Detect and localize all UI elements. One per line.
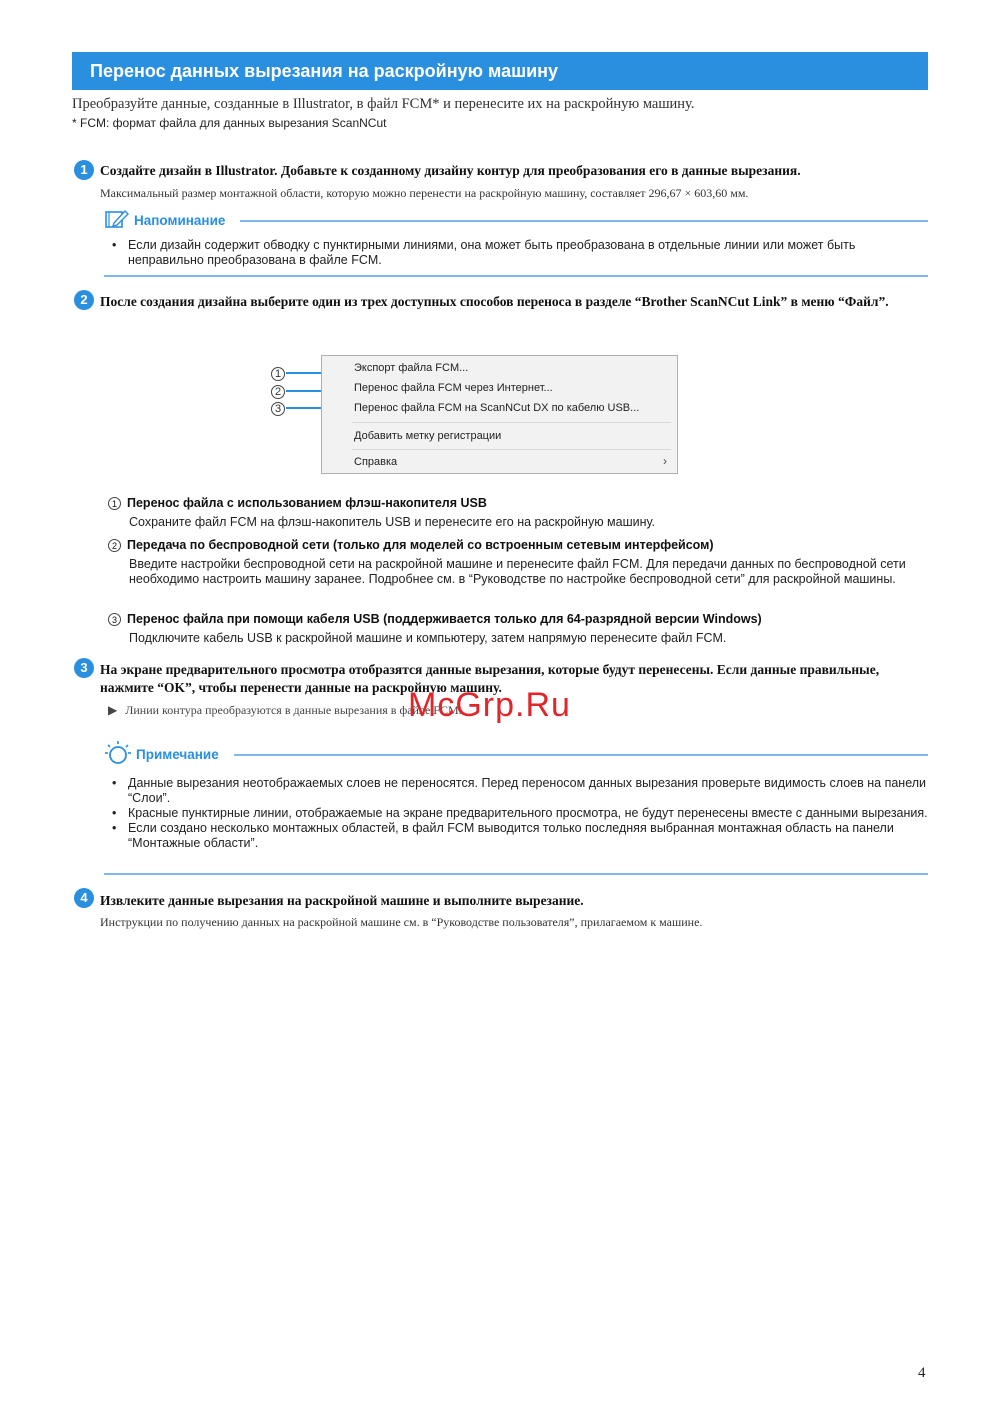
intro-text: Преобразуйте данные, созданные в Illustrator, в файл FCM* и перенесите их на раскройную машину. <box>72 96 695 112</box>
step-4-title: Извлеките данные вырезания на раскройной машине и выполните вырезание. <box>100 893 584 908</box>
option-description: Введите настройки беспроводной сети на раскройной машине и перенесите файл FCM. Для передачи данных по беспроводной сети необходимо настроить машину заранее. Подробнее см. в “Руководстве по настройке беспроводной сети” для раскройной машины. <box>129 557 906 586</box>
step-2-number: 2 <box>74 290 94 310</box>
reminder-list <box>112 238 928 268</box>
reminder-label: Напоминание <box>134 213 226 228</box>
footnote: * FCM: формат файла для данных вырезания ScanNCut <box>72 116 387 130</box>
step-2-title: После создания дизайна выберите один из трех доступных способов переноса в разделе “Brother ScanNCut Link” в меню “Файл”. <box>100 294 889 309</box>
step-4-description: Инструкции по получению данных на раскройной машине см. в “Руководстве пользователя”, прилагаемом к машине. <box>100 915 703 929</box>
callout-2: 2 <box>271 385 285 399</box>
reminder-top-rule <box>240 220 928 222</box>
note-heading <box>104 740 219 769</box>
step-1-number: 1 <box>74 160 94 180</box>
option-title: Перенос файла с использованием флэш-накопителя USB <box>127 496 487 510</box>
option-number: 3 <box>108 613 121 626</box>
step-3-number: 3 <box>74 658 94 678</box>
callout-1: 1 <box>271 367 285 381</box>
callout-3: 3 <box>271 402 285 416</box>
menu-item-transfer-internet[interactable]: Перенос файла FCM через Интернет... <box>354 382 553 394</box>
lightbulb-icon <box>104 740 132 769</box>
option-title: Передача по беспроводной сети (только для моделей со встроенным сетевым интерфейсом) <box>127 538 714 552</box>
menu-item-transfer-usb[interactable]: Перенос файла FCM на ScanNCut DX по кабелю USB... <box>354 402 640 414</box>
triangle-right-icon: ▶ <box>108 703 118 717</box>
step-1-title: Создайте дизайн в Illustrator. Добавьте к созданному дизайну контур для преобразования его в данные вырезания. <box>100 163 801 178</box>
menu-item-add-registration-mark[interactable]: Добавить метку регистрации <box>354 430 502 442</box>
list-item: • Красные пунктирные линии, отображаемые на экране предварительного просмотра, не будут перенесены вместе с данными вырезания. <box>112 806 928 821</box>
note-bottom-rule <box>104 873 928 875</box>
option-3 <box>108 612 938 646</box>
watermark: McGrp.Ru <box>408 686 571 724</box>
option-number: 1 <box>108 497 121 510</box>
page-title: Перенос данных вырезания на раскройную машину <box>72 52 928 90</box>
option-title: Перенос файла при помощи кабеля USB (поддерживается только для 64-разрядной версии Windows) <box>127 612 762 626</box>
step-4-number: 4 <box>74 888 94 908</box>
step-3-title: На экране предварительного просмотра отобразятся данные вырезания, которые будут перенесены. Если данные правильные, нажмите “OK”, чтобы перенести данные на раскройную машину. <box>100 662 880 695</box>
option-description: Подключите кабель USB к раскройной машине и компьютеру, затем напрямую перенесите файл FCM. <box>129 631 727 645</box>
reminder-heading <box>104 209 225 232</box>
note-list <box>112 776 928 851</box>
note-label: Примечание <box>136 747 219 762</box>
list-item: • Если создано несколько монтажных областей, в файл FCM выводится только последняя выбранная монтажная область на панели “Монтажные области”. <box>112 821 928 851</box>
menu-separator <box>352 449 671 450</box>
option-description: Сохраните файл FCM на флэш-накопитель USB и перенесите его на раскройную машину. <box>129 515 655 529</box>
list-item: • Если дизайн содержит обводку с пунктирными линиями, она может быть преобразована в отдельные линии или может быть неправильно преобразована в файле FCM. <box>112 238 928 268</box>
result-text: Линии контура преобразуются в данные вырезания в файле FCM. <box>125 703 462 717</box>
file-submenu <box>321 355 678 474</box>
option-number: 2 <box>108 539 121 552</box>
option-2 <box>108 538 938 587</box>
step-1-description: Максимальный размер монтажной области, которую можно перенести на раскройную машину, составляет 296,67 × 603,60 мм. <box>100 186 749 200</box>
note-top-rule <box>234 754 928 756</box>
page-number: 4 <box>918 1365 926 1381</box>
menu-separator <box>352 422 671 423</box>
list-item: • Данные вырезания неотображаемых слоев не переносятся. Перед переносом данных вырезания проверьте видимость слоев на панели “Слои”. <box>112 776 928 806</box>
reminder-bottom-rule <box>104 275 928 277</box>
menu-item-export-fcm[interactable]: Экспорт файла FCM... <box>354 362 469 374</box>
chevron-right-icon: › <box>663 454 667 468</box>
notebook-pen-icon <box>104 209 130 232</box>
menu-item-help[interactable]: Справка <box>354 456 398 468</box>
option-1 <box>108 496 938 530</box>
